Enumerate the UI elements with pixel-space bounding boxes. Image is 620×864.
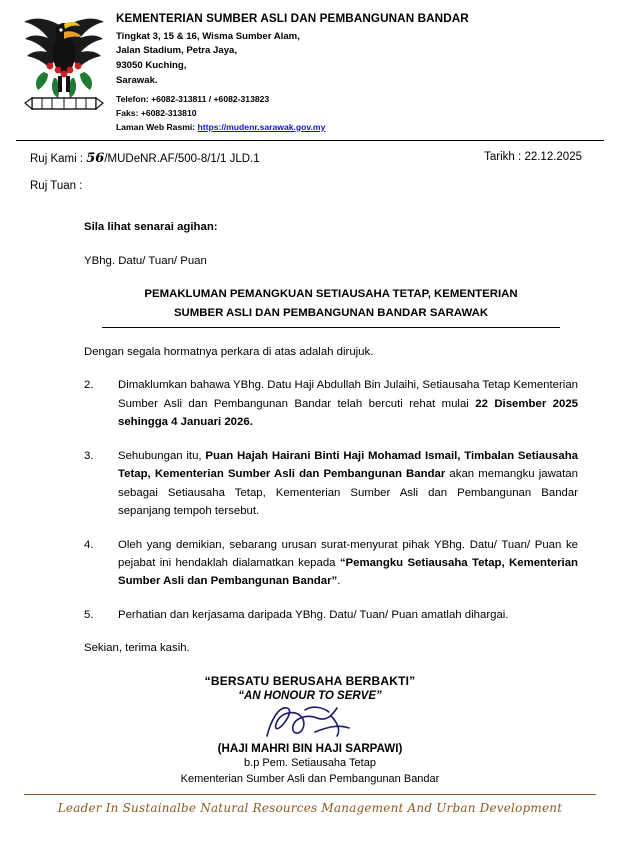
- paragraph-3-text: Sehubungan itu, Puan Hajah Hairani Binti Haji Mohamad Ismail, Timbalan Setiausaha Tetap, Kementerian Sumber Asli dan Pembangunan Bandar akan memangku jawatan sebagai Setiausaha Tetap, Kementerian Sumber Asli dan Pembangunan Bandar sepanjang tempoh tersebut.: [118, 449, 578, 518]
- paragraph-4: [84, 536, 578, 591]
- paragraph-2-text: Dimaklumkan bahawa YBhg. Datu Haji Abdullah Bin Julaihi, Setiausaha Tetap Kementerian Sumber Asli dan Pembangunan Bandar telah bercuti rehat mulai 22 Disember 2025 sehingga 4 Januari 2026.: [118, 379, 579, 429]
- telephone-line: Telefon: +6082-313811 / +6082-313823: [116, 94, 270, 105]
- letter-body: [0, 192, 620, 658]
- paragraph-2: [84, 376, 578, 431]
- your-reference: Ruj Tuan :: [30, 180, 83, 193]
- handwritten-signature-icon: [42, 702, 578, 742]
- opening-paragraph: Dengan segala hormatnya perkara di atas adalah dirujuk.: [84, 345, 374, 358]
- paragraph-5: [84, 606, 578, 624]
- subject-line-1: PEMAKLUMAN PEMANGKUAN SETIAUSAHA TETAP, KEMENTERIAN: [144, 288, 518, 301]
- website-label: Laman Web Rasmi:: [116, 121, 196, 132]
- address-line-2: Jalan Stadium, Petra Jaya,: [116, 45, 238, 57]
- signatory-role-1: b.p Pem. Setiausaha Tetap: [244, 756, 376, 769]
- paragraph-3-number: 3.: [84, 449, 94, 462]
- paragraph-2-number: 2.: [84, 379, 94, 392]
- subject-line-2: SUMBER ASLI DAN PEMBANGUNAN BANDAR SARAWAK: [173, 306, 489, 319]
- address-line-3: 93050 Kuching,: [116, 60, 187, 72]
- paragraph-5-text: Perhatian dan kerjasama daripada YBhg. Datu/ Tuan/ Puan amatlah dihargai.: [118, 608, 509, 621]
- signature-block: [0, 674, 620, 788]
- our-reference: [30, 151, 260, 166]
- paragraph-4-number: 4.: [84, 538, 94, 551]
- letterhead: [0, 0, 620, 134]
- tarikh-label: Tarikh :: [484, 151, 522, 164]
- footer-tagline: Leader In Sustainalbe Natural Resources Management And Urban Development: [57, 800, 563, 815]
- closing-line: Sekian, terima kasih.: [84, 642, 190, 655]
- address-line-1: Tingkat 3, 15 & 16, Wisma Sumber Alam,: [116, 30, 300, 42]
- fax-line: Faks: +6082-313810: [116, 107, 197, 118]
- tarikh-value: 22.12.2025: [524, 151, 582, 164]
- letter-date: [484, 151, 582, 166]
- distribution-note: Sila lihat senarai agihan:: [84, 221, 218, 234]
- sarawak-coat-of-arms-icon: [18, 8, 110, 118]
- ruj-kami-label: Ruj Kami :: [30, 153, 84, 166]
- website-line: [116, 121, 469, 135]
- ruj-kami-value: /MUDeNR.AF/500-8/1/1 JLD.1: [104, 153, 260, 166]
- ministry-name: KEMENTERIAN SUMBER ASLI DAN PEMBANGUNAN BANDAR: [116, 12, 469, 25]
- addressee: YBhg. Datu/ Tuan/ Puan: [84, 254, 207, 267]
- paragraph-4-text: Oleh yang demikian, sebarang urusan surat-menyurat pihak YBhg. Datu/ Tuan/ Puan ke pejabat ini hendaklah dialamatkan kepada “Pemangku Setiausaha Tetap, Kementerian Sumber Asli dan Pembangunan Bandar”.: [118, 538, 579, 588]
- letterhead-text: [110, 8, 469, 134]
- signatory-name: (HAJI MAHRI BIN HAJI SARPAWI): [217, 741, 403, 755]
- ruj-kami-handwritten-number: 56: [86, 151, 105, 167]
- signatory-role-2: Kementerian Sumber Asli dan Pembangunan Bandar: [180, 773, 440, 786]
- motto-malay: “BERSATU BERUSAHA BERBAKTI”: [204, 673, 416, 688]
- website-link[interactable]: https://mudenr.sarawak.gov.my: [197, 121, 326, 132]
- paragraph-5-number: 5.: [84, 608, 94, 621]
- motto-english: “AN HONOUR TO SERVE”: [238, 689, 382, 702]
- reference-row: [0, 141, 620, 166]
- paragraph-3: [84, 447, 578, 521]
- address-line-4: Sarawak.: [116, 75, 158, 87]
